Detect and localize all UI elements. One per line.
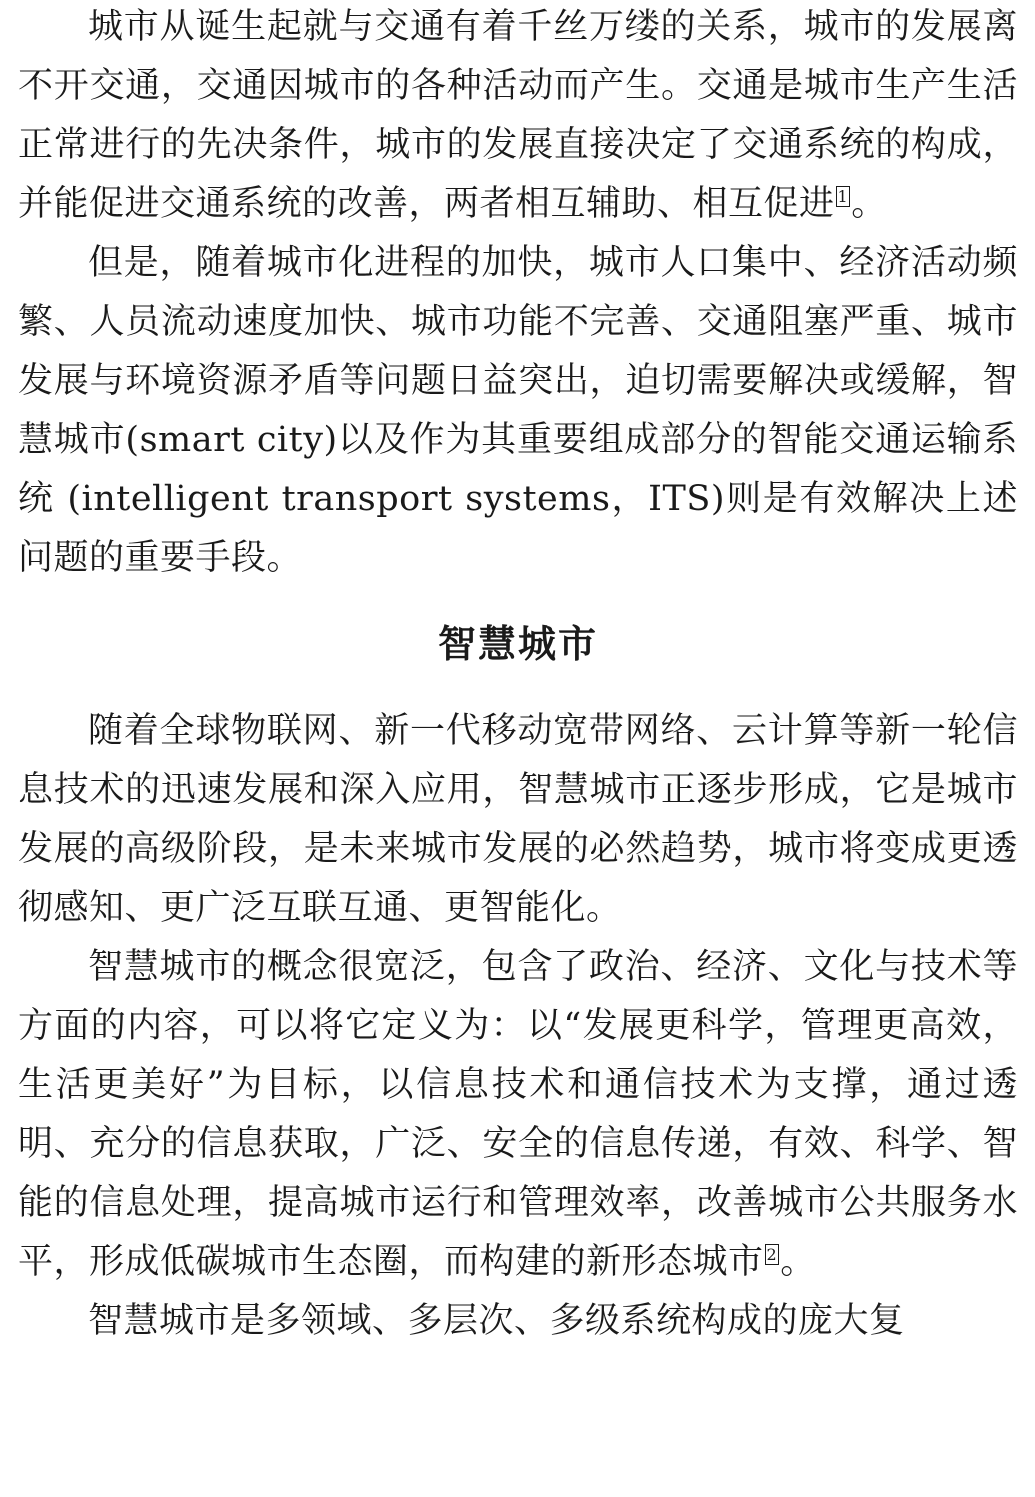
paragraph-text: 随着全球物联网、新一代移动宽带网络、云计算等新一轮信息技术的迅速发展和深入应用，智慧城市正逐步形成，它是城市发展的高级阶段，是未来城市发展的必然趋势，城市将变成更透彻感知、更广泛互联互通、更智能化。 <box>18 711 1018 928</box>
paragraph-problems <box>18 234 1018 588</box>
paragraph-smart-city-definition <box>18 938 1018 1292</box>
paragraph-intro <box>18 0 1018 234</box>
paragraph-tail: 。 <box>851 184 887 224</box>
document-page <box>18 0 1018 1351</box>
paragraph-smart-city-system <box>18 1292 1018 1351</box>
citation-ref[interactable]: 2 <box>766 1245 778 1265</box>
paragraph-text: 智慧城市是多领域、多层次、多级系统构成的庞大复 <box>88 1301 905 1341</box>
paragraph-text: 城市从诞生起就与交通有着千丝万缕的关系，城市的发展离不开交通，交通因城市的各种活动而产生。交通是城市生产生活正常进行的先决条件，城市的发展直接决定了交通系统的构成，并能促进交通系统的改善，两者相互辅助、相互促进 <box>18 7 1018 224</box>
paragraph-text: 智慧城市的概念很宽泛，包含了政治、经济、文化与技术等方面的内容，可以将它定义为：以“发展更科学，管理更高效，生活更美好”为目标，以信息技术和通信技术为支撑，通过透明、充分的信息获取，广泛、安全的信息传递，有效、科学、智能的信息处理，提高城市运行和管理效率，改善城市公共服务水平，形成低碳城市生态圈，而构建的新形态城市 <box>18 947 1018 1282</box>
paragraph-text: 但是，随着城市化进程的加快，城市人口集中、经济活动频繁、人员流动速度加快、城市功能不完善、交通阻塞严重、城市发展与环境资源矛盾等问题日益突出，迫切需要解决或缓解，智慧城市(smart city)以及作为其重要组成部分的智能交通运输系统 (intelligent transport systems，ITS)则是有效解决上述问题的重要手段。 <box>18 243 1018 578</box>
paragraph-smart-city-trend <box>18 702 1018 938</box>
paragraph-tail: 。 <box>780 1242 816 1282</box>
citation-ref[interactable]: 1 <box>837 187 849 207</box>
section-heading: 智慧城市 <box>437 622 598 666</box>
